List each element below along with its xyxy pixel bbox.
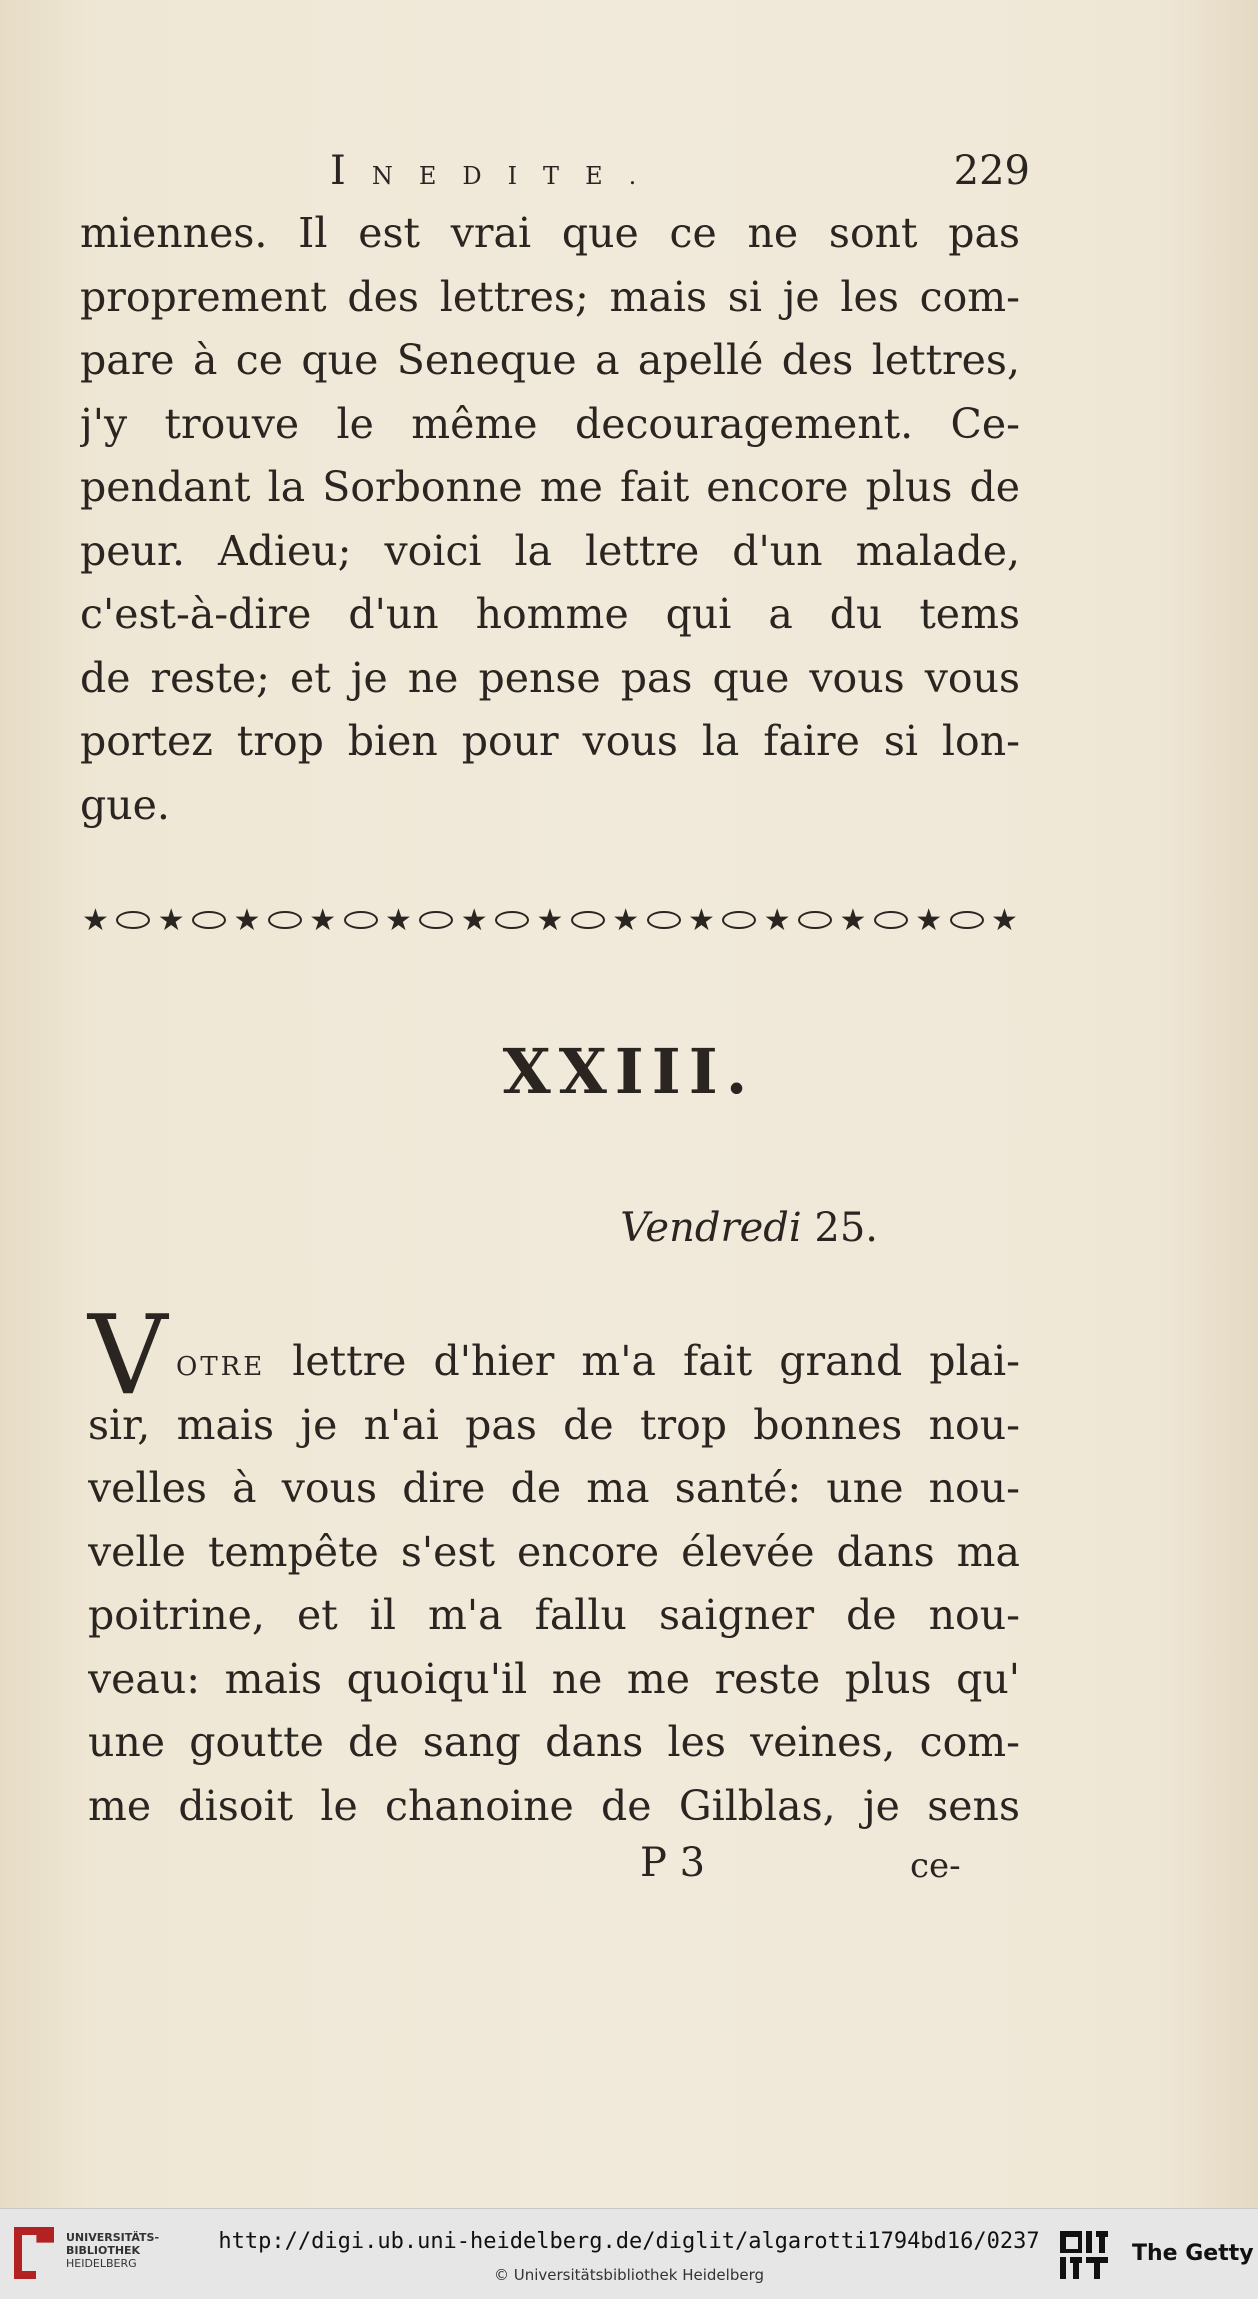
ornament-lozenge-icon (344, 911, 378, 929)
text-line: pendant la Sorbonne me fait encore plus de (80, 463, 1020, 511)
text-line: de reste; et je ne pense pas que vous vous (80, 653, 1020, 702)
ornament-star-icon: ★ (385, 902, 412, 938)
ornament-star-icon: ★ (915, 902, 943, 938)
first-line-rest: lettre d'hier m'a fait grand plai- (292, 1337, 1020, 1385)
text-line: miennes. Il est vrai que ce ne sont pas (80, 209, 1020, 257)
letter-dateline (620, 1205, 878, 1251)
catchword: ce- (910, 1846, 961, 1886)
ornament-lozenge-icon (874, 911, 908, 929)
ornament-star-icon: ★ (233, 902, 261, 938)
text-line: j'y trouve le même decouragement. Ce- (80, 399, 1020, 448)
ornament-lozenge-icon (798, 911, 832, 929)
ornament-lozenge-icon (571, 911, 605, 929)
ornament-lozenge-icon (116, 911, 150, 929)
running-head-initial: I (330, 148, 372, 194)
library-name-line1: UNIVERSITÄTS- (66, 2231, 160, 2244)
text-line-first (88, 1330, 1020, 1394)
getty-logo-svg (1058, 2229, 1110, 2281)
getty-name: The Getty (1132, 2241, 1254, 2266)
viewer-footer (0, 2208, 1258, 2299)
ornament-star-icon: ★ (309, 902, 337, 938)
first-word-smallcaps: OTRE (176, 1352, 266, 1382)
running-head-title (330, 148, 662, 194)
library-name-line2: BIBLIOTHEK (66, 2244, 141, 2257)
ornament-star-icon: ★ (612, 902, 640, 938)
letter-text-continued (80, 202, 1020, 837)
ornament-star-icon: ★ (991, 902, 1018, 938)
ornament-lozenge-icon (495, 911, 529, 929)
ornament-star-icon: ★ (536, 902, 564, 938)
running-head-smallcaps: NEDITE. (371, 162, 663, 190)
drop-cap: V (88, 1291, 168, 1419)
ornament-lozenge-icon (192, 911, 226, 929)
text-line: poitrine, et il m'a fallu saigner de nou- (88, 1591, 1020, 1639)
copyright-notice: © Universitätsbibliothek Heidelberg (493, 2266, 764, 2284)
text-line: veau: mais quoiqu'il ne me reste plus qu' (88, 1654, 1020, 1703)
text-line: velle tempête s'est encore élevée dans ma (88, 1527, 1020, 1576)
text-line: gue. (80, 780, 170, 829)
text-line: peur. Adieu; voici la lettre d'un malade, (80, 526, 1020, 575)
ornament-star-icon: ★ (460, 902, 488, 938)
ornament-star-icon: ★ (82, 902, 109, 938)
text-line: pare à ce que Seneque a apellé des lettres, (80, 336, 1020, 384)
text-line: velles à vous dire de ma santé: une nou- (88, 1464, 1020, 1512)
ornament-star-icon: ★ (157, 902, 185, 938)
ornament-lozenge-icon (722, 911, 756, 929)
page-number: 229 (953, 148, 1030, 194)
ornamental-rule (82, 900, 1018, 940)
permalink-url[interactable]: http://digi.ub.uni-heidelberg.de/diglit/algarotti1794bd16/0237 (218, 2229, 1040, 2254)
text-line: sir, mais je n'ai pas de trop bonnes nou- (88, 1400, 1020, 1449)
text-line: me disoit le chanoine de Gilblas, je sens (88, 1781, 1020, 1830)
ornament-star-icon: ★ (839, 902, 867, 938)
ornament-star-icon: ★ (763, 902, 791, 938)
chapter-number: XXIII. (502, 1035, 756, 1108)
text-line: portez trop bien pour vous la faire si lon- (80, 717, 1020, 765)
getty-logo-icon (1058, 2229, 1110, 2281)
text-line: proprement des lettres; mais si je les com- (80, 272, 1020, 321)
letter-text-new (88, 1330, 1020, 1838)
ornament-lozenge-icon (268, 911, 302, 929)
running-header (330, 148, 1030, 198)
text-line: c'est-à-dire d'un homme qui a du tems (80, 590, 1020, 638)
dateline-day: Vendredi (620, 1205, 802, 1251)
signature-mark: P 3 (640, 1840, 706, 1886)
text-line: une goutte de sang dans les veines, com- (88, 1718, 1020, 1766)
dateline-number: 25. (814, 1205, 878, 1251)
ornament-star-icon: ★ (688, 902, 715, 938)
ornament-lozenge-icon (950, 911, 984, 929)
ornament-lozenge-icon (647, 911, 681, 929)
ornament-lozenge-icon (419, 911, 453, 929)
library-city: HEIDELBERG (66, 2257, 137, 2270)
